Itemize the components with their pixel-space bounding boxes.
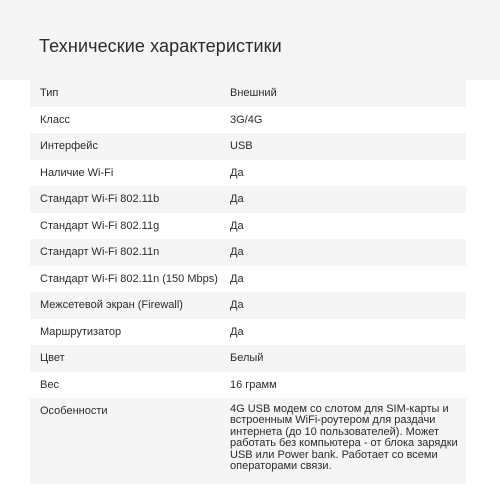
spec-label: Маршрутизатор	[40, 325, 122, 338]
spec-row-router	[30, 319, 466, 346]
spec-value: Белый	[230, 352, 264, 364]
spec-label: Межсетевой экран (Firewall)	[40, 299, 183, 311]
spec-label: Класс	[40, 113, 70, 126]
page-title: Технические характеристики	[39, 36, 282, 56]
spec-row-class	[30, 107, 466, 134]
spec-label: Интерфейс	[40, 140, 98, 152]
spec-label: Наличие Wi-Fi	[40, 166, 114, 179]
spec-row-wifi-g	[30, 213, 466, 240]
spec-row-color	[30, 345, 466, 372]
spec-label: Цвет	[40, 352, 65, 364]
spec-row-firewall	[30, 292, 466, 319]
spec-row-wifi-b	[30, 186, 466, 213]
spec-label: Особенности	[40, 405, 108, 417]
specs-table	[30, 80, 466, 484]
spec-row-weight	[30, 372, 466, 399]
spec-label: Стандарт Wi-Fi 802.11g	[40, 219, 160, 232]
spec-value: Да	[230, 246, 244, 258]
spec-value: Да	[230, 272, 244, 285]
title-bar	[0, 0, 500, 80]
spec-value: USB	[230, 140, 253, 152]
spec-value: 16 грамм	[230, 378, 277, 391]
spec-value: Да	[230, 193, 244, 205]
spec-row-type	[30, 80, 466, 107]
spec-value: Внешний	[230, 87, 277, 99]
spec-value: 4G USB модем со слотом для SIM-карты и встроенным WiFi-роутером для раздачи интернета (до 10 пользователей). Может работать без компьютера - от блока зарядки USB или Power bank. Работает со всеми операторами связи.	[230, 403, 458, 473]
spec-label: Стандарт Wi-Fi 802.11n (150 Mbps)	[40, 272, 218, 285]
spec-label: Стандарт Wi-Fi 802.11b	[40, 193, 160, 205]
spec-value: Да	[230, 299, 244, 311]
spec-row-features	[30, 398, 466, 484]
spec-value: Да	[230, 325, 244, 338]
spec-row-wifi-n-150	[30, 266, 466, 293]
spec-row-wifi	[30, 160, 466, 187]
spec-row-wifi-n	[30, 239, 466, 266]
spec-row-interface	[30, 133, 466, 160]
spec-label: Тип	[40, 87, 59, 99]
spec-label: Вес	[40, 378, 59, 391]
spec-value: 3G/4G	[230, 113, 263, 126]
spec-label: Стандарт Wi-Fi 802.11n	[40, 246, 160, 258]
spec-value: Да	[230, 166, 244, 179]
spec-value: Да	[230, 219, 244, 232]
